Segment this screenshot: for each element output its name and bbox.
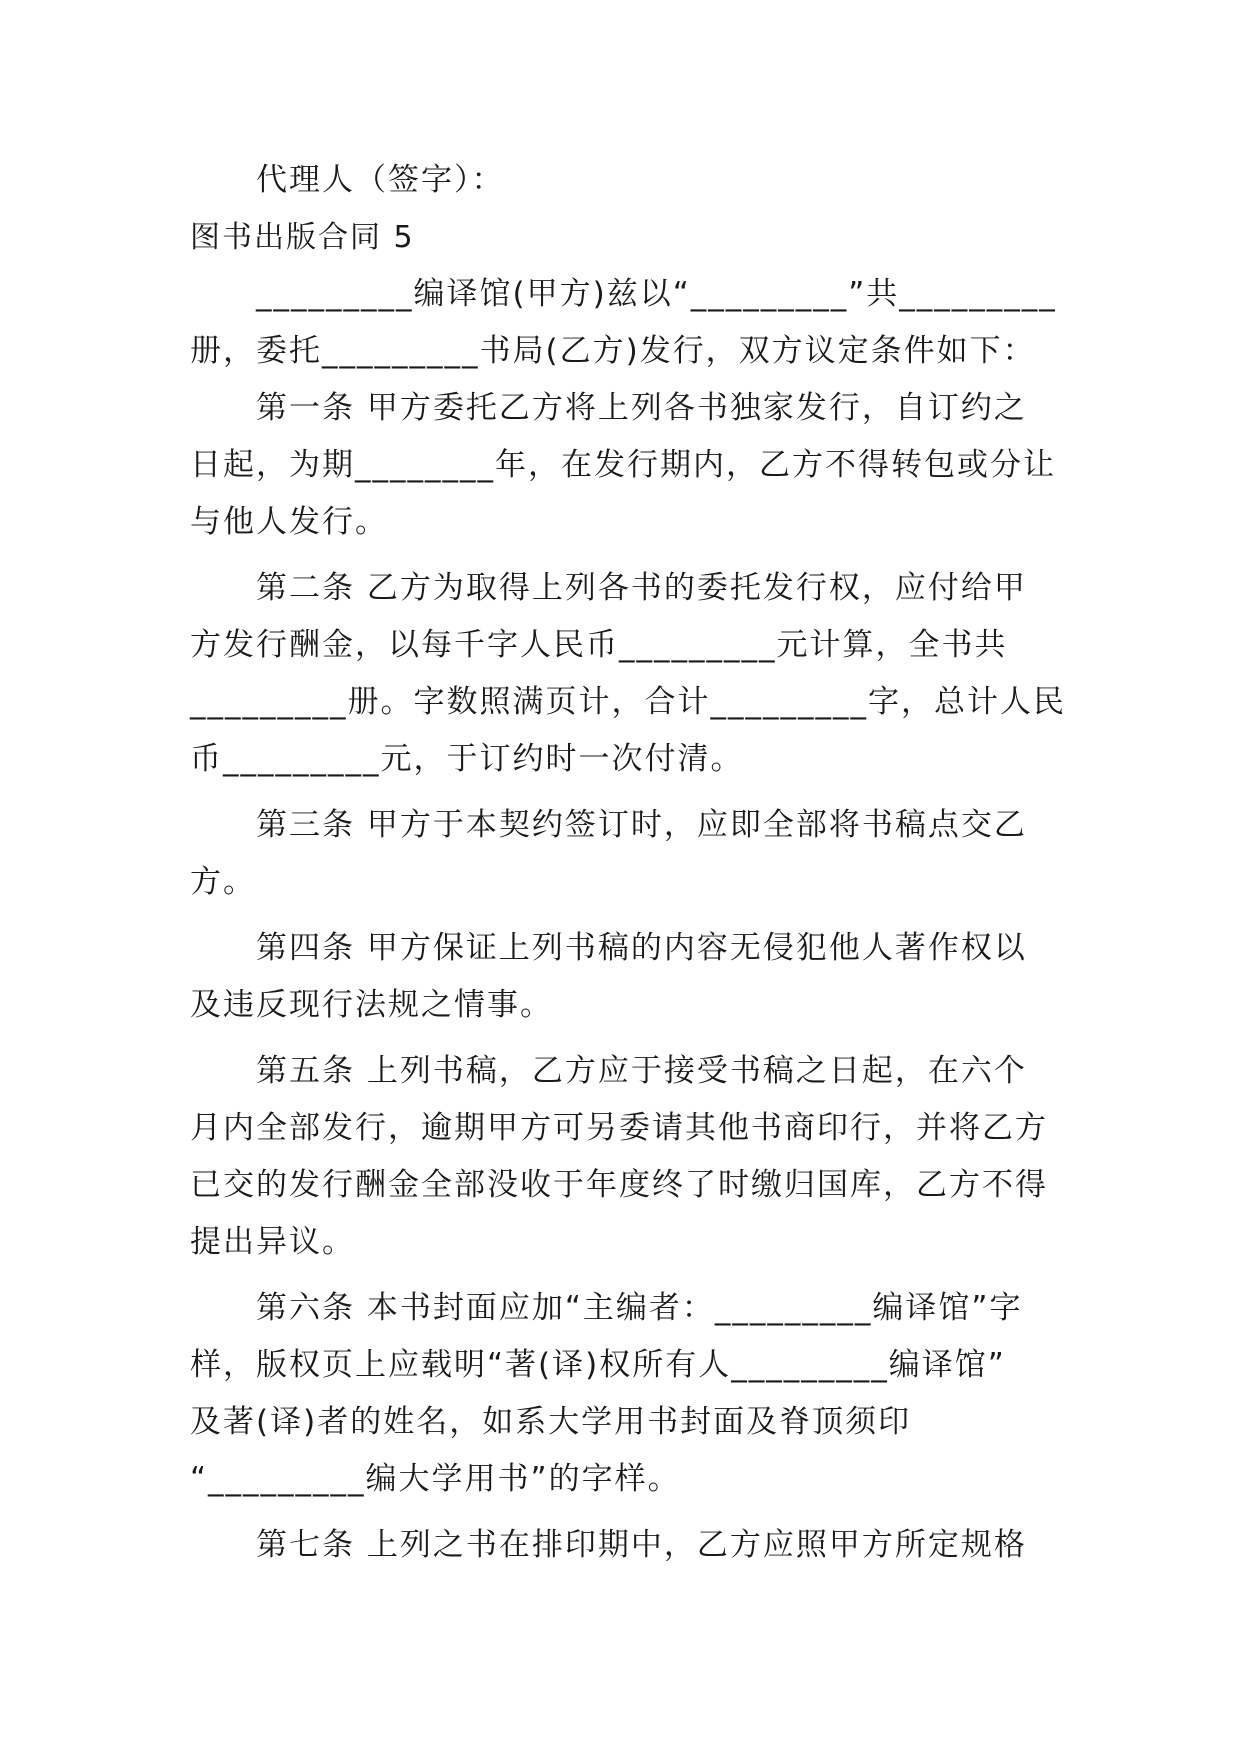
paragraph-article-6 (190, 1280, 1046, 1508)
paragraph-line: 日起，为期________年，在发行期内，乙方不得转包或分让 (190, 447, 1056, 483)
paragraph-article-7 (190, 1517, 1046, 1574)
paragraph-line: 及著(译)者的姓名，如系大学用书封面及脊顶须印 (190, 1404, 912, 1440)
paragraph-line: 第六条 本书封面应加“主编者：_________编译馆”字 (256, 1290, 1023, 1326)
paragraph-line: 提出异议。 (190, 1224, 355, 1260)
paragraph-line: “_________编大学用书”的字样。 (190, 1461, 681, 1497)
signature-line: 代理人（签字）： (256, 162, 505, 198)
paragraph-line: _________册。字数照满页计，合计_________字，总计人民 (190, 684, 1066, 720)
paragraph-line: 已交的发行酬金全部没收于年度终了时缴归国库，乙方不得 (190, 1167, 1048, 1203)
paragraph-gap (190, 911, 1046, 920)
paragraph-gap (190, 1271, 1046, 1280)
paragraph-line: 第七条 上列之书在排印期中，乙方应照甲方所定规格 (256, 1527, 1027, 1563)
paragraph-line: 第五条 上列书稿，乙方应于接受书稿之日起，在六个 (256, 1053, 1027, 1089)
paragraph-line: 月内全部发行，逾期甲方可另委请其他书商印行，并将乙方 (190, 1110, 1048, 1146)
paragraph-line: 与他人发行。 (190, 504, 388, 540)
document-title: 图书出版合同 5 (190, 220, 415, 255)
paragraph-line: 第一条 甲方委托乙方将上列各书独家发行，自订约之 (256, 390, 1027, 426)
paragraph-line: _________编译馆(甲方)兹以“_________”共_________ (256, 276, 1057, 312)
paragraph-article-1 (190, 380, 1056, 551)
paragraph-line: 及违反现行法规之情事。 (190, 987, 553, 1023)
paragraph-line: 第三条 甲方于本契约签订时，应即全部将书稿点交乙 (256, 807, 1027, 843)
paragraph-line: 方。 (190, 864, 256, 900)
paragraph-gap (190, 1508, 1046, 1517)
paragraph-line: 册，委托_________书局(乙方)发行，双方议定条件如下： (190, 333, 1036, 369)
paragraph-line: 第四条 甲方保证上列书稿的内容无侵犯他人著作权以 (256, 930, 1027, 966)
paragraph-article-4 (190, 920, 1046, 1034)
paragraph-line: 方发行酬金，以每千字人民币_________元计算，全书共 (190, 627, 1008, 663)
document-page (190, 152, 1066, 1574)
paragraph-article-5 (190, 1043, 1046, 1271)
paragraph-gap (190, 1034, 1046, 1043)
paragraph-line: 第二条 乙方为取得上列各书的委托发行权，应付给甲 (256, 570, 1027, 606)
paragraph-preamble (190, 266, 1057, 380)
paragraph-gap (190, 551, 1046, 560)
paragraph-line: 币_________元，于订约时一次付清。 (190, 741, 744, 777)
paragraph-gap (190, 788, 1046, 797)
paragraph-article-2 (190, 560, 1066, 788)
paragraph-line: 样，版权页上应载明“著(译)权所有人_________编译馆” (190, 1347, 1006, 1383)
paragraph-article-3 (190, 797, 1046, 911)
